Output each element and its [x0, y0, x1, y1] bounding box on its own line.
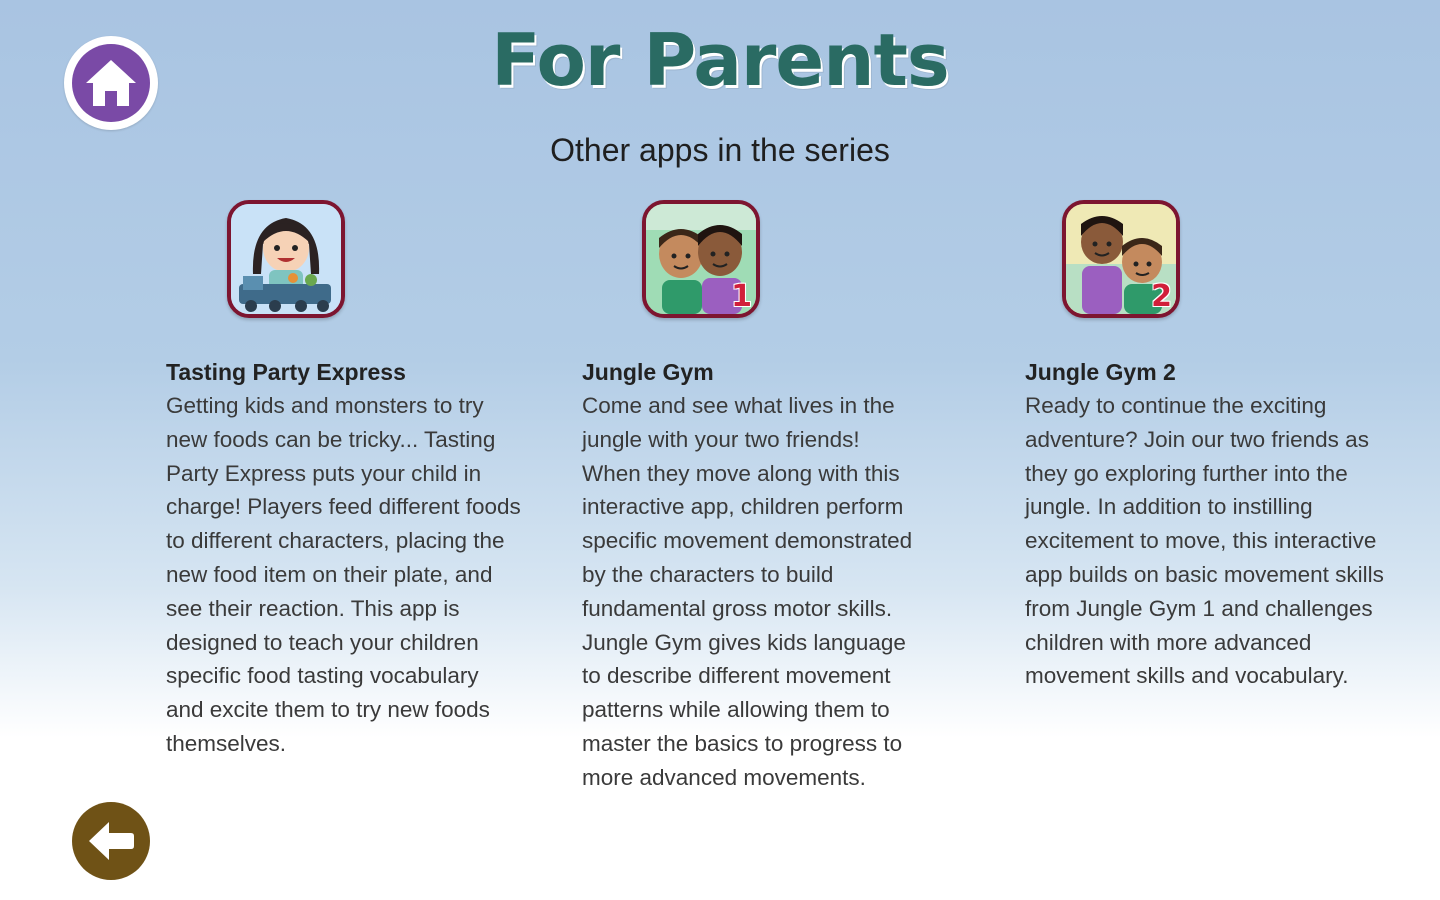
app-icon-tasting-party-express[interactable]: [227, 200, 345, 318]
app-icon-jungle-gym[interactable]: [642, 200, 760, 318]
app-description: Come and see what lives in the jungle with your two friends! When they move along with this interactive app, children perform specific movement demonstrated by the characters to build fundamental gross motor skills. Jungle Gym gives kids language to describe different movement patterns while allowing them to master the basics to progress to more advanced movements.: [582, 393, 913, 790]
page-subtitle: Other apps in the series: [550, 132, 890, 168]
app-icon-jungle-gym-2[interactable]: [1062, 200, 1180, 318]
app-name: Jungle Gym: [582, 359, 714, 385]
app-badge-number: 2: [1151, 279, 1172, 314]
app-description: Getting kids and monsters to try new foods can be tricky... Tasting Party Express puts your child in charge! Players feed different foods to different characters, placing the new food item on their plate, and see their reaction. This app is designed to teach your children specific food tasting vocabulary and excite them to try new foods themselves.: [166, 393, 521, 756]
back-button[interactable]: [72, 802, 150, 880]
app-description: Ready to continue the exciting adventure? Join our two friends as they go exploring further into the jungle. In addition to instilling excitement to move, this interactive app builds on basic movement skills from Jungle Gym 1 and challenges children with more advanced movement skills and vocabulary.: [1025, 393, 1384, 689]
app-badge-number: 1: [731, 279, 752, 314]
app-name: Jungle Gym 2: [1025, 359, 1176, 385]
back-arrow-icon: [85, 818, 137, 864]
page-title: For Parents: [491, 18, 949, 102]
app-name: Tasting Party Express: [166, 359, 406, 385]
